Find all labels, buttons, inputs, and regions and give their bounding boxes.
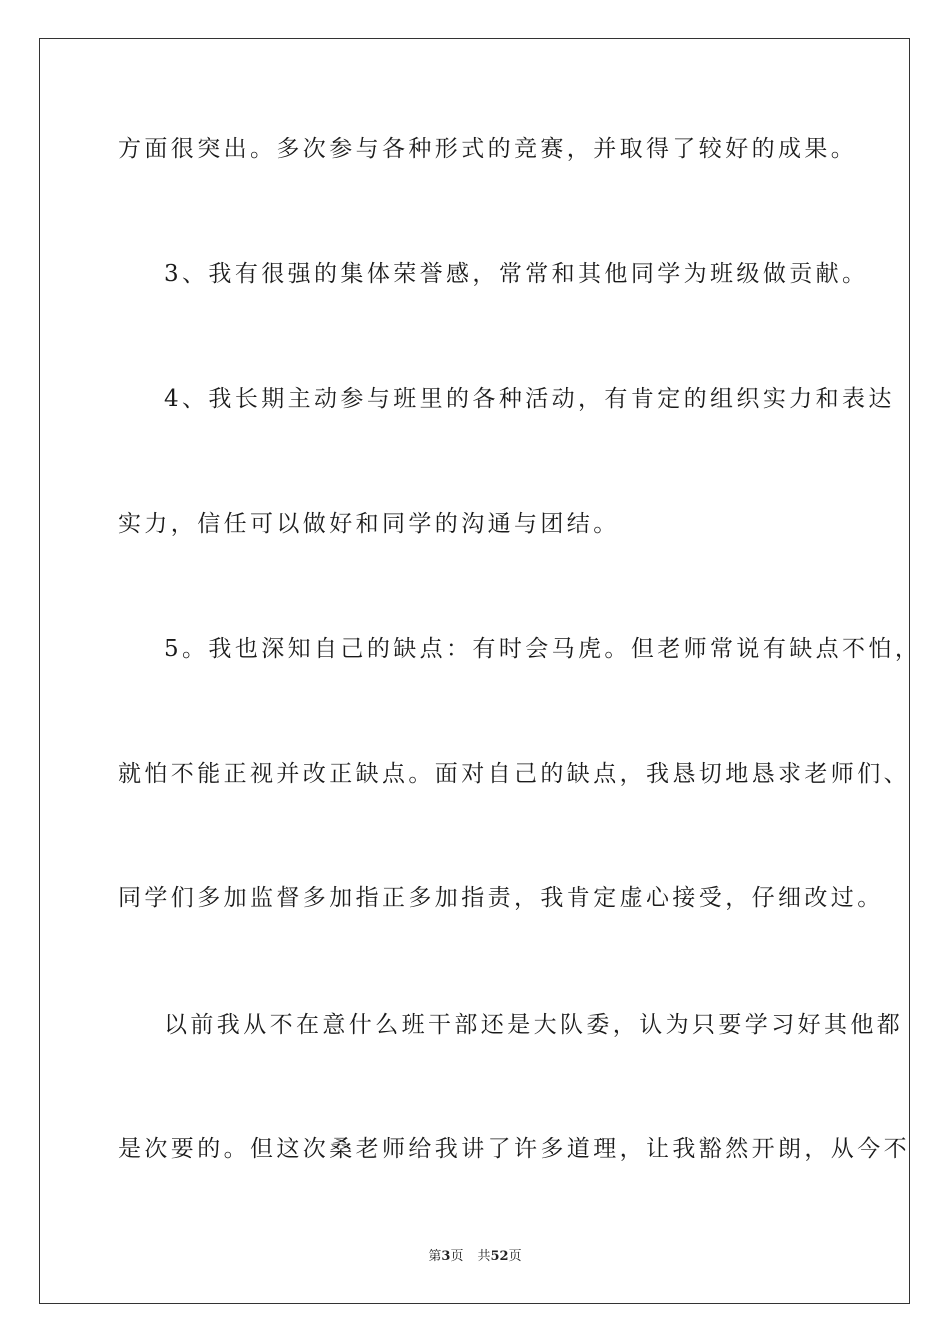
body-line-6: 就怕不能正视并改正缺点。面对自己的缺点，我恳切地恳求老师们、: [118, 761, 910, 787]
footer-page-suffix: 页: [450, 1249, 464, 1264]
body-line-4: 实力，信任可以做好和同学的沟通与团结。: [118, 511, 620, 537]
body-line-7: 同学们多加监督多加指正多加指责，我肯定虚心接受，仔细改过。: [118, 885, 884, 911]
footer-total-prefix: 共: [477, 1249, 491, 1264]
body-line-8: 以前我从不在意什么班干部还是大队委，认为只要学习好其他都: [164, 1012, 904, 1038]
footer-total-suffix: 页: [508, 1249, 522, 1264]
page-border: [39, 38, 922, 1304]
body-line-2: 3、我有很强的集体荣誉感，常常和其他同学为班级做贡献。: [164, 261, 869, 287]
body-line-5: 5。我也深知自己的缺点：有时会马虎。但老师常说有缺点不怕，: [164, 636, 922, 662]
body-line-3: 4、我长期主动参与班里的各种活动，有肯定的组织实力和表达: [164, 386, 895, 412]
page-footer: [0, 1248, 950, 1266]
footer-page-number: 3: [441, 1249, 451, 1264]
footer-total-pages: 52: [490, 1249, 509, 1264]
body-line-1: 方面很突出。多次参与各种形式的竞赛，并取得了较好的成果。: [118, 136, 858, 162]
body-line-9: 是次要的。但这次桑老师给我讲了许多道理，让我豁然开朗，从今不: [118, 1136, 910, 1162]
footer-page-prefix: 第: [428, 1249, 442, 1264]
